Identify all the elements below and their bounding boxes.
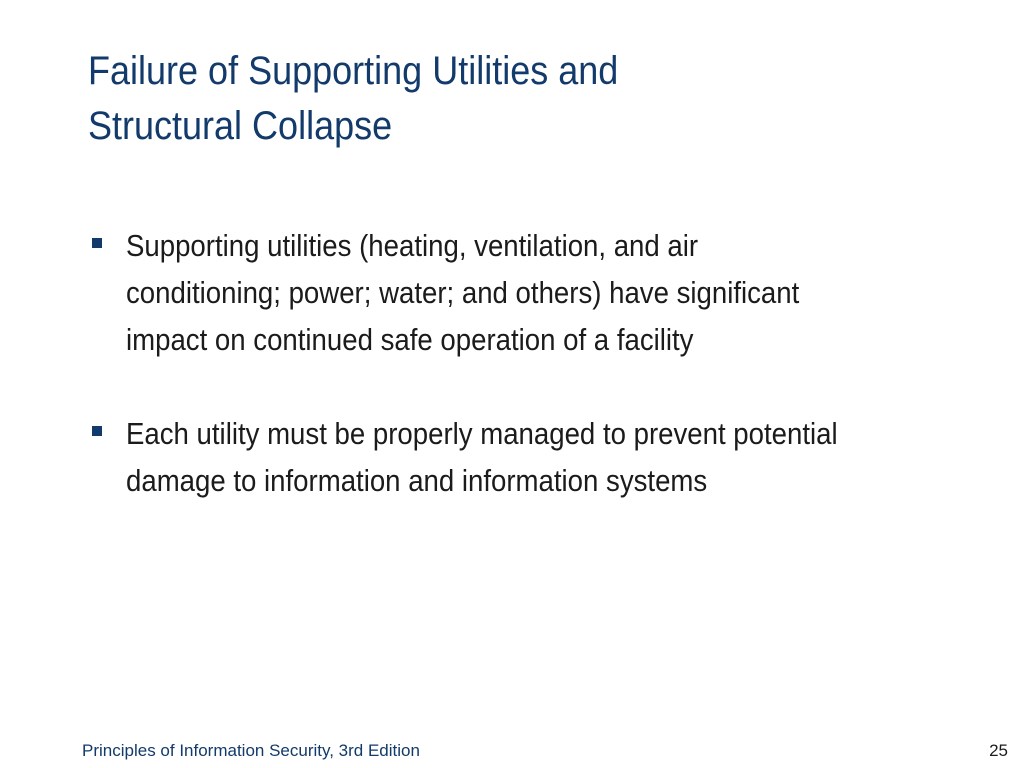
square-bullet-icon: [92, 238, 102, 248]
bullet-line: Each utility must be properly managed to prevent potential: [126, 416, 838, 451]
bullet-text-utility-management: [126, 410, 918, 504]
square-bullet-icon: [92, 426, 102, 436]
slide-title: [88, 44, 862, 154]
footer-source: Principles of Information Security, 3rd Edition: [82, 741, 420, 760]
bullet-line: damage to information and information systems: [126, 463, 708, 498]
bullet-line: impact on continued safe operation of a facility: [126, 322, 694, 357]
bullet-item-utility-management: [92, 410, 992, 504]
bullet-line: conditioning; power; water; and others) have significant: [126, 275, 800, 310]
bullet-item-supporting-utilities: [92, 222, 992, 363]
page-number: 25: [989, 741, 1008, 760]
bullet-text-supporting-utilities: [126, 222, 918, 363]
slide-title-line-1: Failure of Supporting Utilities and: [88, 49, 619, 93]
bullet-line: Supporting utilities (heating, ventilation, and air: [126, 228, 699, 263]
bullet-list: [92, 222, 992, 504]
slide-title-line-2: Structural Collapse: [88, 104, 393, 148]
